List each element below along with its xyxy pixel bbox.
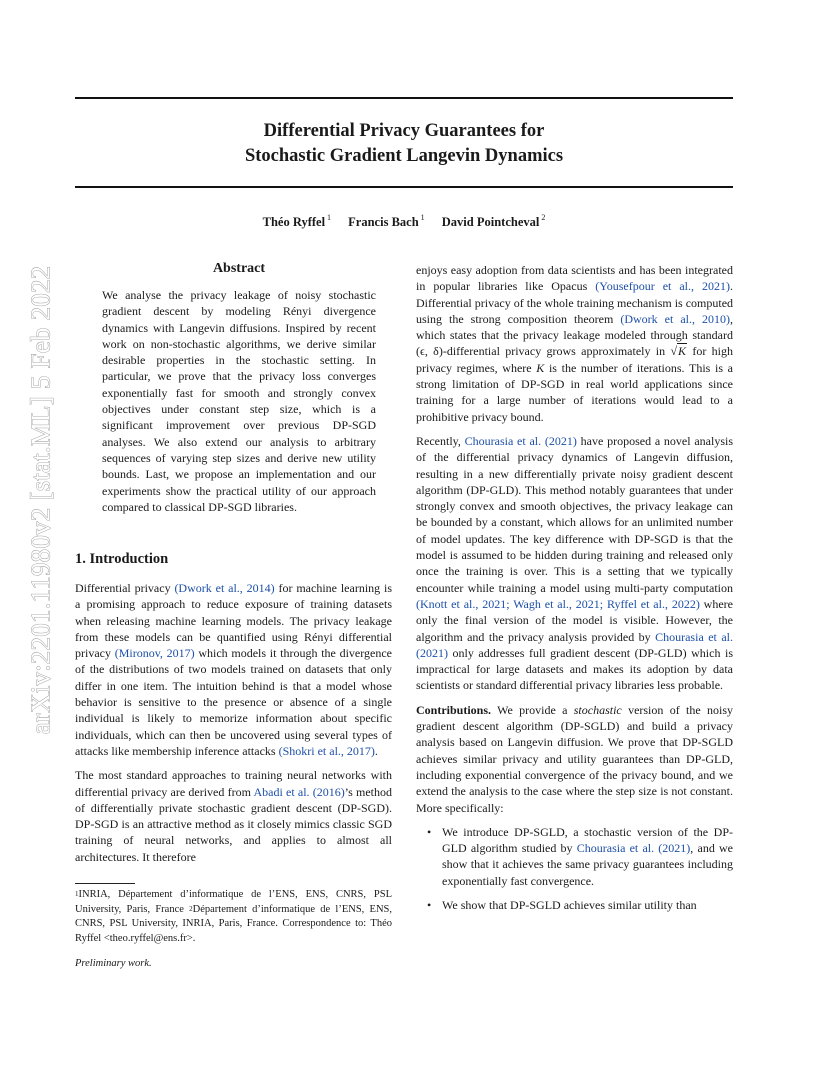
top-rule — [75, 97, 733, 99]
text-run: -differential privacy grows approximately in — [442, 344, 671, 359]
contributions-heading: Contributions. — [416, 702, 492, 717]
abstract-heading: Abstract — [212, 261, 266, 276]
math-epsilon-delta: (ϵ, δ) — [416, 344, 443, 359]
text-run: version of the noisy gradient descent algorithm (DP-SGLD) and build a privacy analysis based on Langevin diffusion. We prove that DP-SGLD achieves similar privacy and utility guarantees than DP-GLD, including exponential convergence of the privacy bound, and we extend the analysis to the case where the step size is not constant. More specifically: — [416, 702, 733, 815]
text-run: Recently, — [416, 433, 465, 448]
text-run: for high privacy regimes, where — [416, 344, 733, 375]
list-item — [416, 824, 733, 889]
citation-link[interactable]: Chourasia et al. (2021) — [464, 433, 577, 448]
citation-link[interactable]: (Dwork et al., 2014) — [174, 581, 275, 595]
author-name: Francis Bach — [348, 215, 419, 229]
citation-link[interactable]: (Knott et al., 2021; Wagh et al., 2021; Ryffel et al., 2022) — [416, 596, 700, 611]
text-run: . Differential privacy of the whole training mechanism is computed using the strong composition theorem — [416, 279, 734, 326]
author-affiliation-mark: 1 — [420, 213, 425, 222]
footnote-text: Département d’informatique de l’ENS, ENS, CNRS, PSL University, INRIA, Paris, France. Correspondence to: Théo Ryffel <theo.ryffel@ens.fr>. — [75, 903, 392, 944]
text-run: is the number of iterations. This is a strong limitation of DP-SGD in real world applications since training for a large number of iterations would lead to a prohibitive privacy bound. — [416, 360, 733, 424]
math-k: K — [678, 344, 687, 359]
title-line-1: Differential Privacy Guarantees for — [263, 121, 545, 141]
emphasis: stochastic — [573, 702, 622, 717]
text-run: where only the final version of the model is visible. However, the algorithm and the privacy analysis provided by — [416, 596, 733, 644]
title-bottom-rule — [75, 186, 733, 188]
introduction-body — [75, 580, 392, 873]
text-run: ’s method of differentially private stochastic gradient descent (DP-SGD). DP-SGD is an attractive method as it closely mimics classic SGD training of neural networks, and applies to almost all architectures. It therefore — [75, 784, 392, 864]
text-run: , which states that the privacy leakage modeled through standard — [416, 311, 734, 343]
author-affiliation-mark: 2 — [541, 213, 546, 222]
section-heading-introduction: 1. Introduction — [75, 551, 169, 567]
text-run: only addresses full gradient descent (DP-GLD) which is impractical for large datasets and makes its adoption by data scientists or standard differential privacy libraries less probable. — [416, 645, 733, 693]
affiliation-footnote — [75, 888, 392, 946]
text-run: We show that DP-SGLD achieves similar utility than — [442, 897, 697, 912]
paragraph — [416, 702, 733, 816]
footnote-mark: 2 — [189, 904, 193, 913]
title-line-2: Stochastic Gradient Langevin Dynamics — [244, 146, 564, 166]
arxiv-identifier-watermark: arXiv:2201.11980v2 [stat.ML] 5 Feb 2022 — [25, 265, 56, 735]
text-run: , and we show that it achieves the same privacy guarantees including exponentially fast convergence. — [442, 841, 733, 888]
abstract-text: We analyse the privacy leakage of noisy stochastic gradient descent by modeling Rényi divergence dynamics with Langevin diffusions. Inspired by recent work on non-stochastic algorithms, we derive similar desirable properties in the stochastic setting. In particular, we prove that the privacy loss converges exponentially fast for smooth and strongly convex objectives under constant step size, which is a significant improvement over previous DP-SGD analyses. We also extend our analysis to arbitrary sequences of varying step sizes and derive new utility bounds. Last, we propose an implementation and our experiments show the practical utility of our approach compared to classical DP-SGD libraries. — [102, 288, 376, 514]
text-run: for machine learning is a promising approach to reduce exposure of training datasets when releasing machine learning models. The privacy leakage from these models can be quantified using Rényi differential privacy — [75, 581, 393, 661]
text-run: The most standard approaches to training neural networks with differential privacy are derived from — [75, 768, 392, 799]
text-run: enjoys easy adoption from data scientists and has been integrated in popular libraries like Opacus — [416, 263, 733, 294]
paragraph — [416, 262, 733, 425]
author-affiliation-mark: 1 — [327, 213, 332, 222]
footnote-mark: 1 — [75, 890, 79, 898]
citation-link[interactable]: Abadi et al. (2016) — [253, 784, 345, 799]
contributions-list — [416, 824, 733, 913]
paragraph — [416, 433, 733, 694]
sqrt-icon: √ — [670, 344, 678, 359]
citation-link[interactable]: (Yousefpour et al., 2021) — [595, 279, 730, 294]
author-name: David Pointcheval — [441, 215, 540, 229]
paragraph — [75, 767, 392, 865]
text-run: We introduce DP-SGLD, a stochastic version of the DP-GLD algorithm studied by — [442, 824, 733, 856]
list-item — [416, 897, 733, 913]
paper-title — [75, 119, 733, 169]
footnote-rule — [75, 883, 135, 884]
footnote-text: INRIA, Département d’informatique de l’ENS, ENS, CNRS, PSL University, Paris, France — [75, 889, 392, 915]
author-list — [75, 215, 733, 230]
citation-link[interactable]: Chourasia et al. (2021) — [576, 841, 691, 856]
text-run: . — [374, 743, 378, 758]
citation-link[interactable]: (Shokri et al., 2017) — [278, 743, 375, 758]
text-run: have proposed a novel analysis of the differential privacy dynamics of Langevin diffusion, resulting in a new differentially private noisy gradient descent algorithm (DP-GLD). This method notably guarantees that under strongly convex and smooth objectives, the privacy leakage can be bounded by a constant, which allows for an unlimited number of model updates. The key difference with DP-SGD is that the model is assumed to be hidden during training and released only once the training is over. This is a setting that we typically encounter while training a model using multi-party computation — [416, 433, 734, 595]
text-run: We provide a — [491, 702, 574, 717]
math-k: K — [536, 360, 545, 375]
right-column-body — [416, 262, 733, 921]
citation-link[interactable]: Chourasia et al. (2021) — [416, 629, 733, 660]
preliminary-work-note: Preliminary work. — [75, 958, 152, 969]
citation-link[interactable]: (Mironov, 2017) — [114, 646, 195, 661]
author-name: Théo Ryffel — [262, 215, 326, 229]
paragraph — [75, 580, 392, 759]
text-run: Differential privacy — [75, 581, 175, 595]
text-run: which models it through the divergence of the distributions of two models trained on datasets that only differ in one item. The intuition behind is that a model whose behavior is sensitive to the presence or absence of a single individual is likely to memorize information about specific individuals, which can then be uncovered using several types of attacks like membership inference attacks — [75, 646, 392, 758]
citation-link[interactable]: (Dwork et al., 2010) — [620, 311, 731, 326]
